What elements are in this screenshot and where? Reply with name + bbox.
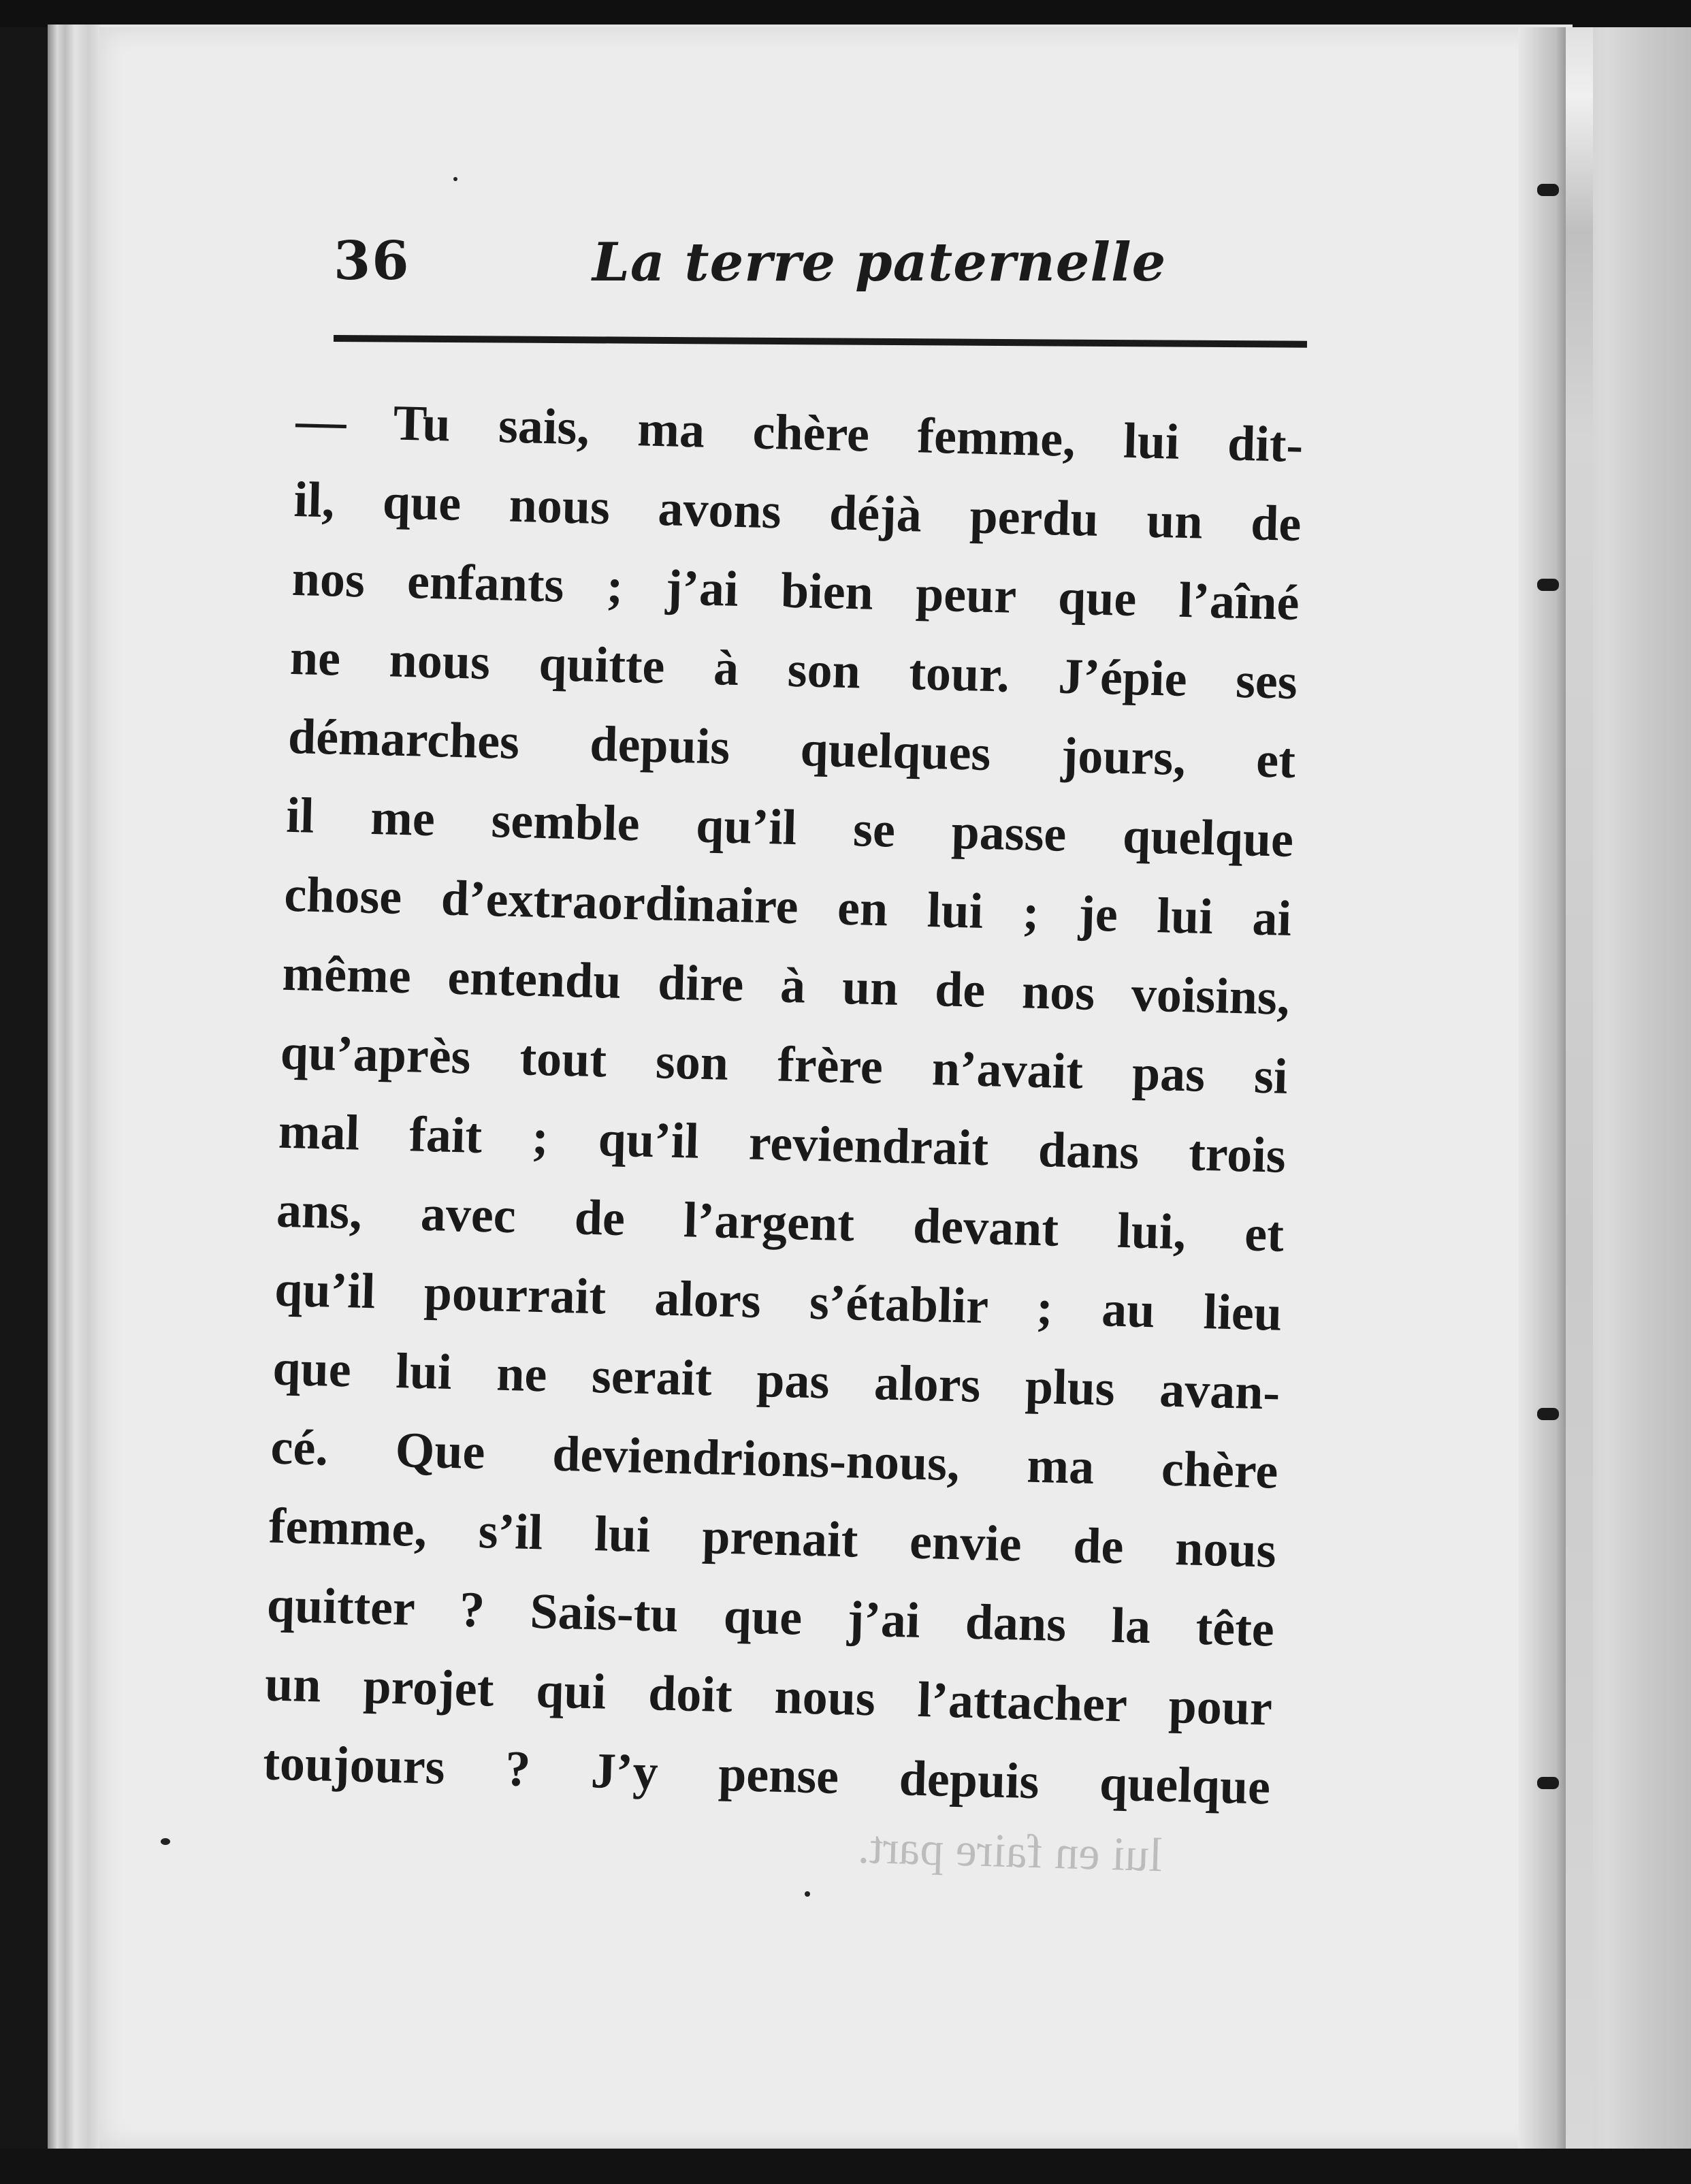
page-header — [334, 225, 1300, 300]
binding-stitch — [1537, 1777, 1559, 1789]
scan-border-bottom — [0, 2149, 1691, 2184]
text-line: quitter ? Sais-tu que j’ai dans la tête — [266, 1577, 1275, 1658]
text-line: démarches depuis quelques jours, et — [287, 708, 1296, 789]
text-line: qu’il pourrait alors s’établir ; au lieu — [274, 1261, 1283, 1342]
book-binding — [1566, 27, 1691, 2172]
body-text — [262, 381, 1304, 1827]
text-line: toujours ? J’y pense depuis quelque — [262, 1735, 1271, 1816]
text-line: même entendu dire à un de nos voisins, — [281, 945, 1291, 1026]
text-line: ans, avec de l’argent devant lui, et — [276, 1182, 1285, 1263]
text-line: — Tu sais, ma chère femme, lui dit- — [295, 392, 1304, 474]
text-line: un projet qui doit nous l’attacher pour — [264, 1656, 1273, 1737]
ink-speck — [453, 177, 457, 181]
text-line: femme, s’il lui prenait envie de nous — [268, 1498, 1277, 1579]
text-line: ne nous quitte à son tour. J’épie ses — [289, 629, 1298, 711]
ink-speck — [805, 1891, 810, 1897]
binding-edge — [1566, 27, 1593, 2172]
bleed-through-text: lui en faire part. — [857, 1820, 1163, 1882]
text-line: cé. Que deviendrions-nous, ma chère — [270, 1419, 1279, 1500]
running-title: La terre paternelle — [592, 231, 1167, 293]
text-line: mal fait ; qu’il reviendrait dans trois — [278, 1103, 1287, 1184]
text-line: nos enfants ; j’ai bien peur que l’aîné — [291, 550, 1300, 632]
binding-stitch — [1537, 1408, 1559, 1420]
scan-border-top — [0, 0, 1691, 27]
binding-stitch — [1537, 184, 1559, 196]
text-line: chose d’extraordinaire en lui ; je lui ai — [283, 866, 1293, 947]
page-number: 36 — [334, 230, 410, 292]
text-line: il me semble qu’il se passe quelque — [285, 787, 1294, 868]
binding-stitch — [1537, 579, 1559, 591]
text-line: qu’après tout son frère n’avait pas si — [279, 1024, 1289, 1105]
text-line: il, que nous avons déjà perdu un de — [293, 471, 1302, 553]
text-line: que lui ne serait pas alors plus avan- — [272, 1340, 1281, 1421]
page-gutter — [1518, 27, 1566, 2149]
ink-speck — [161, 1838, 170, 1845]
